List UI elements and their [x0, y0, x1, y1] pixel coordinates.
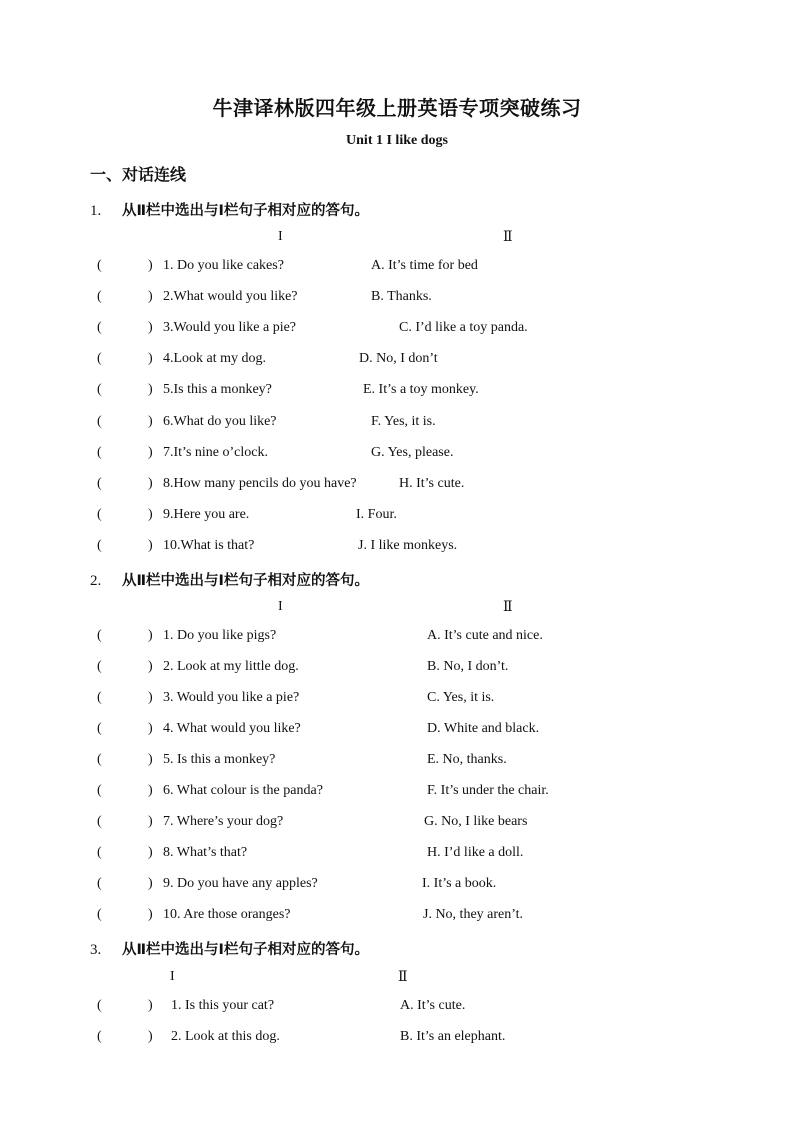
question-row [0, 476, 794, 496]
answer-option-text: J. I like monkeys. [358, 537, 458, 553]
answer-option-text: E. No, thanks. [427, 752, 507, 767]
question-text: 10.What is that? [163, 537, 255, 553]
exercise-number: 1. [90, 203, 102, 219]
question-row [0, 320, 794, 340]
answer-blank-open-paren: ( [97, 998, 102, 1013]
answer-blank-close-paren: ) [148, 814, 153, 829]
question-row [0, 783, 794, 803]
answer-blank-open-paren: ( [97, 659, 102, 674]
answer-blank-close-paren: ) [148, 907, 153, 922]
exercise-2-title [90, 569, 369, 590]
answer-blank-close-paren: ) [148, 444, 153, 460]
question-row [0, 351, 794, 371]
answer-blank-close-paren: ) [148, 659, 153, 674]
answer-blank-close-paren: ) [148, 413, 153, 429]
answer-blank-close-paren: ) [148, 289, 153, 305]
answer-blank-open-paren: ( [97, 876, 102, 891]
answer-blank-close-paren: ) [148, 783, 153, 798]
question-row [0, 752, 794, 772]
exercise-instruction: 从Ⅱ栏中选出与Ⅰ栏句子相对应的答句。 [122, 942, 369, 958]
answer-option-text: I. Four. [356, 506, 397, 522]
question-row [0, 907, 794, 927]
answer-option-text: H. It’s cute. [399, 475, 465, 491]
question-text: 7. Where’s your dog? [163, 814, 284, 829]
answer-blank-open-paren: ( [97, 537, 102, 553]
answer-option-text: D. No, I don’t [359, 351, 438, 367]
answer-blank-open-paren: ( [97, 506, 102, 522]
answer-option-text: B. It’s an elephant. [400, 1029, 506, 1044]
question-row [0, 814, 794, 834]
question-text: 5.Is this a monkey? [163, 382, 272, 398]
question-row [0, 289, 794, 309]
column-1-header: I [278, 229, 283, 244]
page-subtitle: Unit 1 I like dogs [346, 133, 448, 148]
question-text: 10. Are those oranges? [163, 907, 291, 922]
column-2-header: Ⅱ [503, 230, 513, 245]
answer-blank-close-paren: ) [148, 628, 153, 643]
question-text: 4.Look at my dog. [163, 351, 267, 367]
exercise-1-title [90, 199, 369, 220]
answer-blank-open-paren: ( [97, 475, 102, 491]
answer-blank-open-paren: ( [97, 907, 102, 922]
answer-blank-open-paren: ( [97, 845, 102, 860]
answer-blank-open-paren: ( [97, 382, 102, 398]
answer-option-text: B. Thanks. [371, 289, 432, 305]
question-text: 8. What’s that? [163, 845, 248, 860]
question-row [0, 690, 794, 710]
answer-blank-open-paren: ( [97, 413, 102, 429]
answer-blank-open-paren: ( [97, 628, 102, 643]
exercise-number: 2. [90, 573, 102, 589]
question-row [0, 628, 794, 648]
answer-blank-close-paren: ) [148, 845, 153, 860]
answer-blank-close-paren: ) [148, 506, 153, 522]
answer-blank-open-paren: ( [97, 258, 102, 273]
question-row [0, 414, 794, 434]
answer-blank-close-paren: ) [148, 721, 153, 736]
answer-blank-close-paren: ) [148, 475, 153, 491]
answer-option-text: A. It’s time for bed [371, 258, 478, 273]
answer-option-text: C. I’d like a toy panda. [399, 320, 528, 336]
column-1-header: I [170, 969, 175, 984]
question-text: 5. Is this a monkey? [163, 752, 276, 767]
answer-blank-open-paren: ( [97, 444, 102, 460]
question-text: 6. What colour is the panda? [163, 783, 323, 798]
answer-option-text: I. It’s a book. [422, 876, 497, 891]
answer-option-text: F. It’s under the chair. [427, 783, 549, 798]
question-text: 7.It’s nine o’clock. [163, 444, 268, 460]
question-text: 3.Would you like a pie? [163, 320, 297, 336]
question-text: 9.Here you are. [163, 506, 250, 522]
answer-blank-open-paren: ( [97, 721, 102, 736]
question-row [0, 258, 794, 278]
question-row [0, 1029, 794, 1049]
question-text: 1. Do you like pigs? [163, 628, 277, 643]
page-title: 牛津译林版四年级上册英语专项突破练习 [212, 96, 582, 120]
answer-blank-close-paren: ) [148, 258, 153, 273]
answer-blank-open-paren: ( [97, 351, 102, 367]
answer-blank-open-paren: ( [97, 690, 102, 705]
question-row [0, 538, 794, 558]
exercise-instruction: 从Ⅱ栏中选出与Ⅰ栏句子相对应的答句。 [122, 203, 369, 219]
question-text: 2. Look at my little dog. [163, 659, 299, 674]
question-text: 4. What would you like? [163, 721, 301, 736]
answer-blank-open-paren: ( [97, 1029, 102, 1044]
question-row [0, 445, 794, 465]
answer-blank-open-paren: ( [97, 783, 102, 798]
answer-option-text: J. No, they aren’t. [423, 907, 524, 922]
answer-blank-close-paren: ) [148, 320, 153, 336]
answer-option-text: A. It’s cute and nice. [427, 628, 543, 643]
answer-option-text: C. Yes, it is. [427, 690, 495, 705]
question-text: 1. Is this your cat? [171, 998, 275, 1013]
question-row [0, 876, 794, 896]
exercise-instruction: 从Ⅱ栏中选出与Ⅰ栏句子相对应的答句。 [122, 573, 369, 589]
answer-option-text: G. Yes, please. [371, 444, 454, 460]
question-row [0, 845, 794, 865]
question-text: 8.How many pencils do you have? [163, 475, 357, 491]
answer-option-text: G. No, I like bears [424, 814, 528, 829]
section-heading: 一、对话连线 [90, 165, 187, 184]
answer-option-text: D. White and black. [427, 721, 540, 736]
column-2-header: Ⅱ [398, 970, 408, 985]
answer-blank-open-paren: ( [97, 752, 102, 767]
question-row [0, 507, 794, 527]
answer-blank-close-paren: ) [148, 537, 153, 553]
exercise-number: 3. [90, 942, 102, 958]
exercise-3-title [90, 938, 369, 959]
question-text: 2.What would you like? [163, 289, 298, 305]
answer-option-text: B. No, I don’t. [427, 659, 509, 674]
question-row [0, 721, 794, 741]
question-text: 1. Do you like cakes? [163, 258, 284, 273]
answer-blank-close-paren: ) [148, 752, 153, 767]
answer-blank-close-paren: ) [148, 998, 153, 1013]
answer-option-text: E. It’s a toy monkey. [363, 382, 479, 398]
answer-blank-open-paren: ( [97, 320, 102, 336]
answer-option-text: H. I’d like a doll. [427, 845, 524, 860]
question-row [0, 659, 794, 679]
answer-blank-close-paren: ) [148, 690, 153, 705]
column-2-header: Ⅱ [503, 600, 513, 615]
question-text: 2. Look at this dog. [171, 1029, 280, 1044]
answer-blank-open-paren: ( [97, 814, 102, 829]
question-row [0, 382, 794, 402]
answer-option-text: F. Yes, it is. [371, 413, 436, 429]
question-row [0, 998, 794, 1018]
question-text: 9. Do you have any apples? [163, 876, 318, 891]
answer-blank-close-paren: ) [148, 382, 153, 398]
answer-blank-close-paren: ) [148, 1029, 153, 1044]
answer-blank-close-paren: ) [148, 351, 153, 367]
column-1-header: I [278, 599, 283, 614]
question-text: 3. Would you like a pie? [163, 690, 300, 705]
answer-option-text: A. It’s cute. [400, 998, 466, 1013]
question-text: 6.What do you like? [163, 413, 277, 429]
answer-blank-close-paren: ) [148, 876, 153, 891]
answer-blank-open-paren: ( [97, 289, 102, 305]
